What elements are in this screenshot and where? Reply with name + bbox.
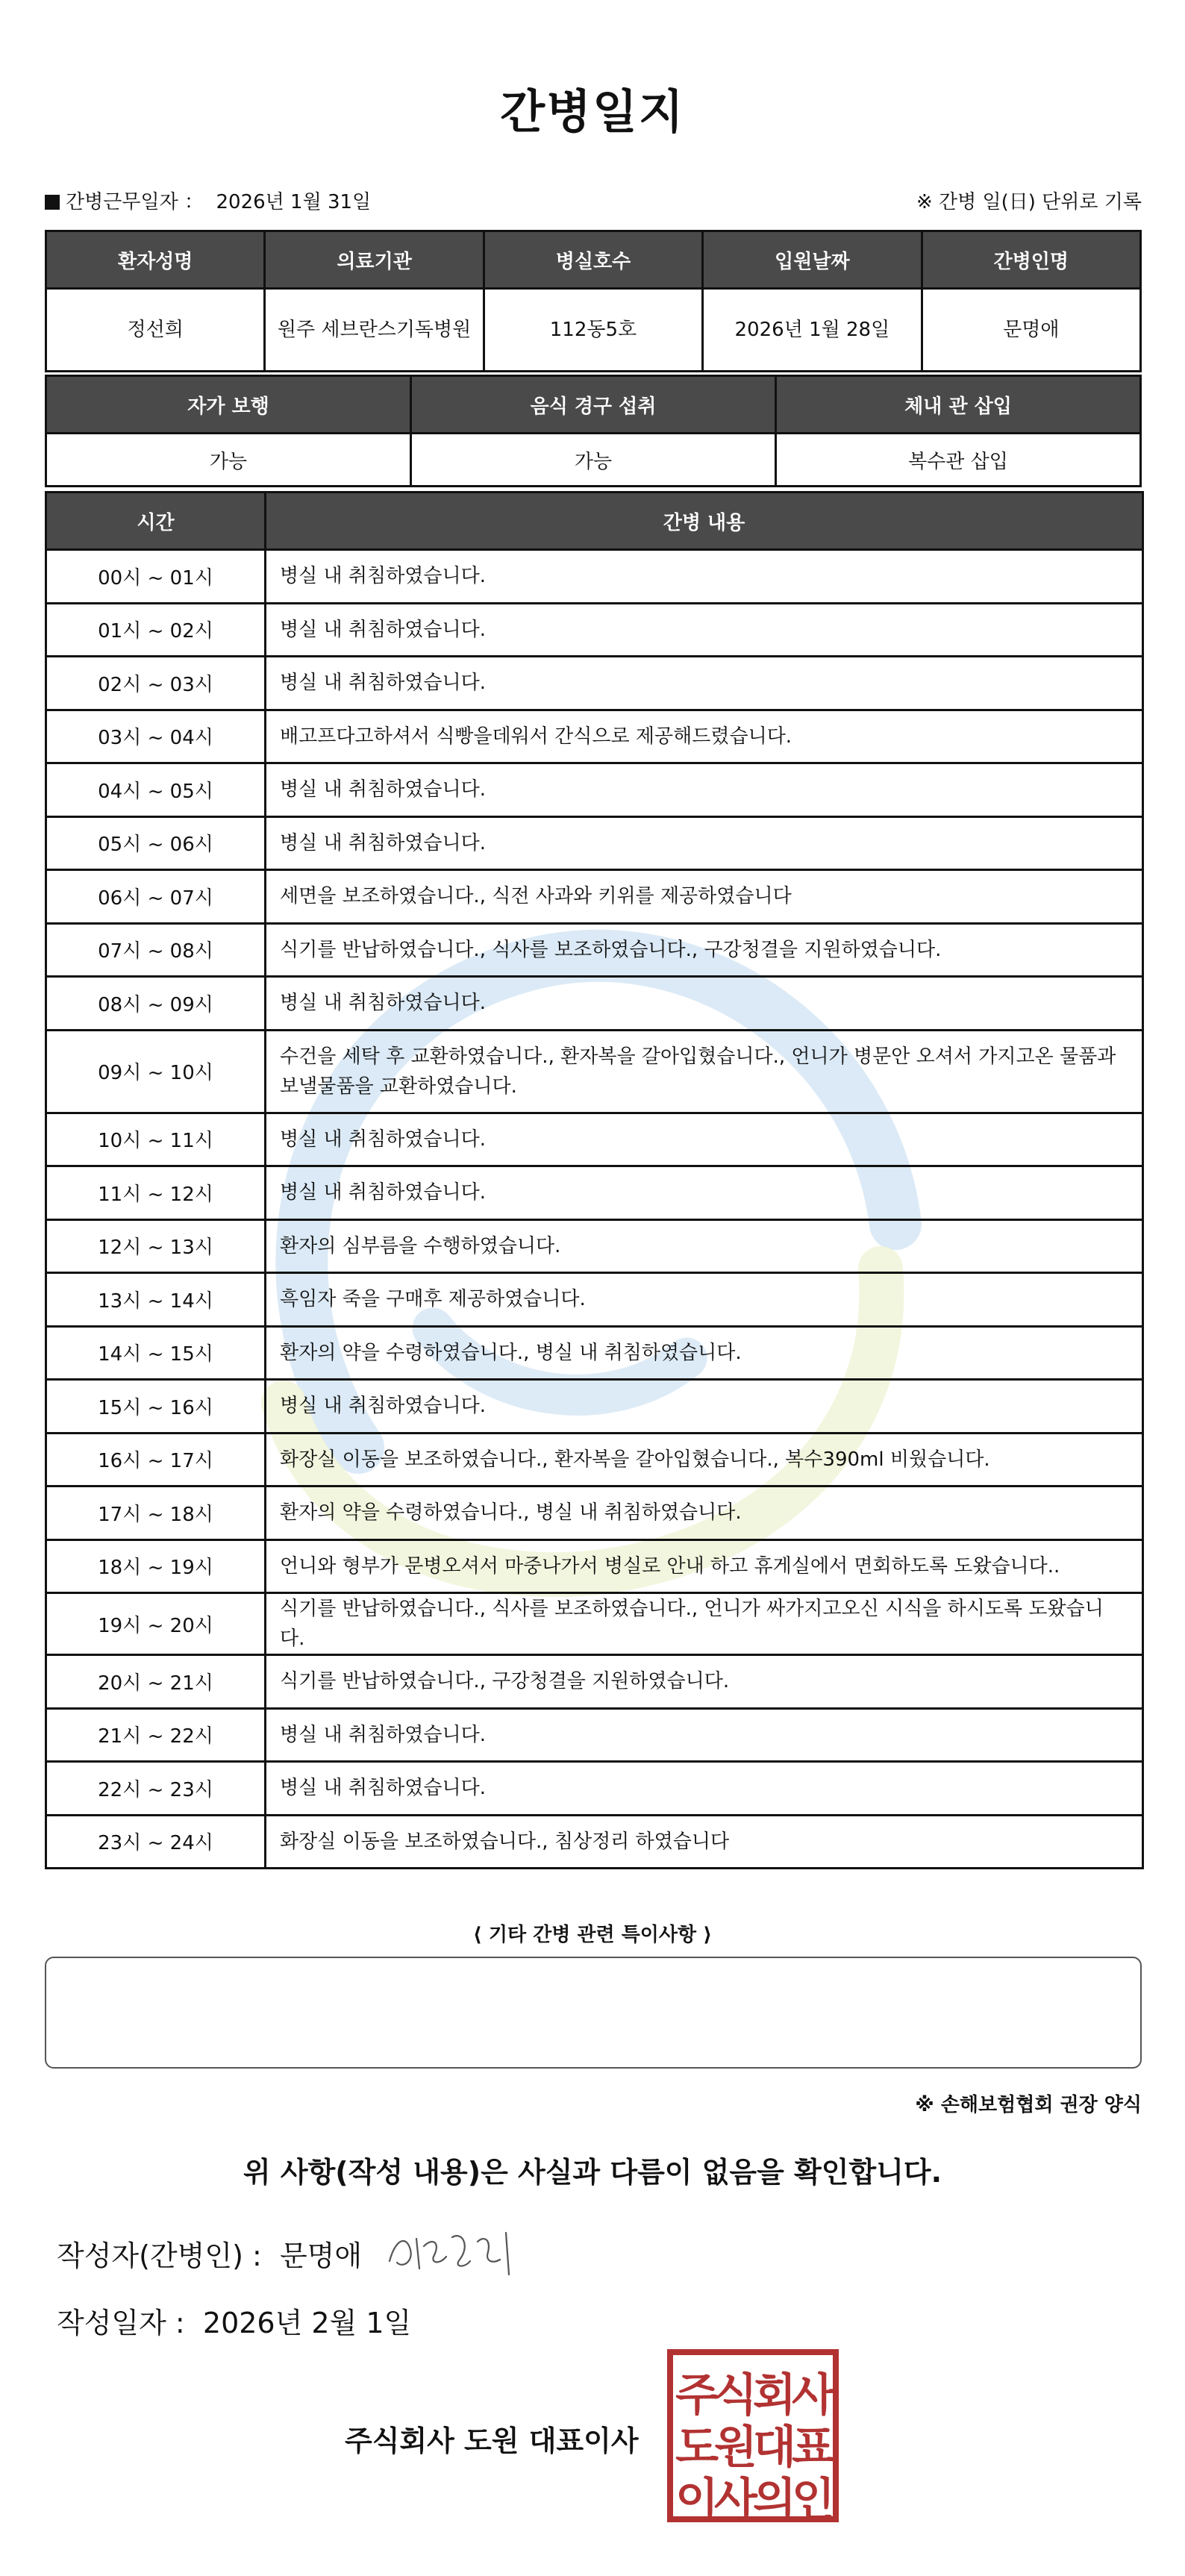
header-hospital: 의료기관 [265, 231, 484, 289]
header-admission-date: 입원날짜 [703, 231, 922, 289]
log-content: 병실 내 취침하였습니다. [266, 763, 1143, 817]
table-row [46, 1433, 1143, 1486]
log-time: 05시 ~ 06시 [46, 816, 266, 870]
header-caregiver-name: 간병인명 [922, 231, 1140, 289]
table-row [46, 923, 1143, 977]
table-row [46, 1762, 1143, 1816]
table-row [46, 1273, 1143, 1327]
log-time: 19시 ~ 20시 [46, 1593, 266, 1655]
log-time: 02시 ~ 03시 [46, 657, 266, 710]
header-walking: 자가 보행 [46, 376, 411, 434]
table-row [46, 657, 1143, 710]
table-row [46, 1166, 1143, 1220]
log-content: 병실 내 취침하였습니다. [266, 977, 1143, 1031]
log-content: 수건을 세탁 후 교환하였습니다., 환자복을 갈아입혔습니다., 언니가 병문안 오셔서 가지고온 물품과 보낼물품을 교환하였습니다. [266, 1030, 1143, 1113]
log-content: 병실 내 취침하였습니다. [266, 657, 1143, 710]
author-name: 문명애 [279, 2239, 363, 2272]
work-date-label: 간병근무일자 ： [66, 191, 204, 213]
log-time: 22시 ~ 23시 [46, 1762, 266, 1816]
patient-info-table [45, 230, 1142, 372]
table-row [46, 1326, 1143, 1380]
log-header-row [46, 493, 1143, 550]
square-bullet-icon [45, 195, 60, 210]
log-content: 배고프다고하셔서 식빵을데워서 간식으로 제공해드렸습니다. [266, 710, 1143, 763]
company-seal [667, 2349, 839, 2526]
log-content: 식기를 반납하였습니다., 식사를 보조하였습니다., 언니가 싸가지고오신 시식을 하시도록 도왔습니다. [266, 1593, 1143, 1655]
patient-header-row [46, 231, 1141, 289]
table-row [46, 603, 1143, 657]
log-time: 17시 ~ 18시 [46, 1486, 266, 1540]
seal-line-3: 이사의인 [675, 2474, 831, 2526]
log-time: 14시 ~ 15시 [46, 1326, 266, 1380]
work-date-value: 2026년 1월 31일 [216, 191, 372, 213]
work-date-row [45, 187, 1142, 216]
log-content: 세면을 보조하였습니다., 식전 사과와 키위를 제공하였습니다 [266, 870, 1143, 924]
log-content: 환자의 약을 수령하였습니다., 병실 내 취침하였습니다. [266, 1486, 1143, 1540]
table-row [46, 763, 1143, 817]
table-row [46, 1113, 1143, 1166]
seal-line-2: 도원대표 [675, 2422, 831, 2474]
log-content: 병실 내 취침하였습니다. [266, 603, 1143, 657]
confirmation-statement: 위 사항(작성 내용)은 사실과 다름이 없음을 확인합니다. [243, 2156, 942, 2189]
table-row [46, 710, 1143, 763]
log-time: 03시 ~ 04시 [46, 710, 266, 763]
log-content: 화장실 이동을 보조하였습니다., 침상정리 하였습니다 [266, 1815, 1143, 1869]
admission-date: 2026년 1월 28일 [703, 289, 922, 372]
header-oral-intake: 음식 경구 섭취 [411, 376, 776, 434]
log-time: 07시 ~ 08시 [46, 923, 266, 977]
author-line [57, 2233, 362, 2274]
header-care-content: 간병 내용 [266, 493, 1143, 550]
log-content: 식기를 반납하였습니다., 구강청결을 지원하였습니다. [266, 1655, 1143, 1709]
log-time: 15시 ~ 16시 [46, 1380, 266, 1434]
patient-status-table [45, 375, 1142, 487]
log-time: 13시 ~ 14시 [46, 1273, 266, 1327]
header-patient-name: 환자성명 [46, 231, 265, 289]
table-row [46, 1655, 1143, 1709]
log-content: 병실 내 취침하였습니다. [266, 1166, 1143, 1220]
care-log-table [45, 491, 1144, 1869]
header-room: 병실호수 [484, 231, 702, 289]
table-row [46, 1486, 1143, 1540]
log-content: 환자의 심부름을 수행하였습니다. [266, 1219, 1143, 1273]
header-tube-insertion: 체내 관 삽입 [776, 376, 1141, 434]
log-time: 23시 ~ 24시 [46, 1815, 266, 1869]
table-row [46, 977, 1143, 1031]
log-content: 언니와 형부가 문병오셔서 마중나가서 병실로 안내 하고 휴게실에서 면회하도록 도왔습니다.. [266, 1539, 1143, 1593]
written-date-label: 작성일자 : [57, 2307, 185, 2339]
written-date-line [57, 2300, 411, 2341]
table-row [46, 870, 1143, 924]
table-row [46, 1539, 1143, 1593]
log-content: 흑임자 죽을 구매후 제공하였습니다. [266, 1273, 1143, 1327]
log-time: 21시 ~ 22시 [46, 1708, 266, 1762]
table-row [46, 1380, 1143, 1434]
caregiver-name: 문명애 [922, 289, 1140, 372]
oral-intake-status: 가능 [411, 434, 776, 487]
other-notes-title: ⟨ 기타 간병 관련 특이사항 ⟩ [472, 1924, 713, 1946]
log-time: 10시 ~ 11시 [46, 1113, 266, 1166]
log-time: 11시 ~ 12시 [46, 1166, 266, 1220]
log-time: 04시 ~ 05시 [46, 763, 266, 817]
log-body [46, 550, 1143, 1869]
room-number: 112동5호 [484, 289, 702, 372]
table-row [46, 816, 1143, 870]
hospital-name: 원주 세브란스기독병원 [265, 289, 484, 372]
company-signatory: 주식회사 도원 대표이사 [345, 2425, 639, 2457]
log-time: 20시 ~ 21시 [46, 1655, 266, 1709]
table-row [46, 1030, 1143, 1113]
log-time: 01시 ~ 02시 [46, 603, 266, 657]
table-row [46, 1708, 1143, 1762]
handwritten-signature [381, 2216, 522, 2283]
seal-line-1: 주식회사 [675, 2369, 831, 2422]
log-time: 16시 ~ 17시 [46, 1433, 266, 1486]
log-content: 화장실 이동을 보조하였습니다., 환자복을 갈아입혔습니다., 복수390ml 비웠습니다. [266, 1433, 1143, 1486]
log-content: 병실 내 취침하였습니다. [266, 1762, 1143, 1816]
log-time: 06시 ~ 07시 [46, 870, 266, 924]
tube-insertion-status: 복수관 삽입 [776, 434, 1141, 487]
log-time: 18시 ~ 19시 [46, 1539, 266, 1593]
log-time: 12시 ~ 13시 [46, 1219, 266, 1273]
recommend-note: ※ 손해보험협회 권장 양식 [915, 2094, 1142, 2116]
walking-status: 가능 [46, 434, 411, 487]
log-content: 병실 내 취침하였습니다. [266, 1380, 1143, 1434]
log-content: 식기를 반납하였습니다., 식사를 보조하였습니다., 구강청결을 지원하였습니다. [266, 923, 1143, 977]
document-title: 간병일지 [500, 84, 685, 139]
log-content: 병실 내 취침하였습니다. [266, 550, 1143, 604]
work-date-info [45, 187, 371, 214]
log-content: 병실 내 취침하였습니다. [266, 1113, 1143, 1166]
log-content: 병실 내 취침하였습니다. [266, 1708, 1143, 1762]
status-value-row [46, 434, 1141, 487]
unit-note: ※ 간병 일(日) 단위로 기록 [916, 191, 1142, 213]
patient-value-row [46, 289, 1141, 372]
table-row [46, 1815, 1143, 1869]
status-header-row [46, 376, 1141, 434]
log-time: 09시 ~ 10시 [46, 1030, 266, 1113]
table-row [46, 1219, 1143, 1273]
table-row [46, 550, 1143, 604]
header-time: 시간 [46, 493, 266, 550]
written-date-value: 2026년 2월 1일 [202, 2307, 412, 2339]
log-time: 08시 ~ 09시 [46, 977, 266, 1031]
author-label: 작성자(간병인) : [57, 2239, 262, 2272]
log-content: 병실 내 취침하였습니다. [266, 816, 1143, 870]
patient-name: 정선희 [46, 289, 265, 372]
log-content: 환자의 약을 수령하였습니다., 병실 내 취침하였습니다. [266, 1326, 1143, 1380]
other-notes-box [45, 1957, 1142, 2069]
log-time: 00시 ~ 01시 [46, 550, 266, 604]
table-row [46, 1593, 1143, 1655]
